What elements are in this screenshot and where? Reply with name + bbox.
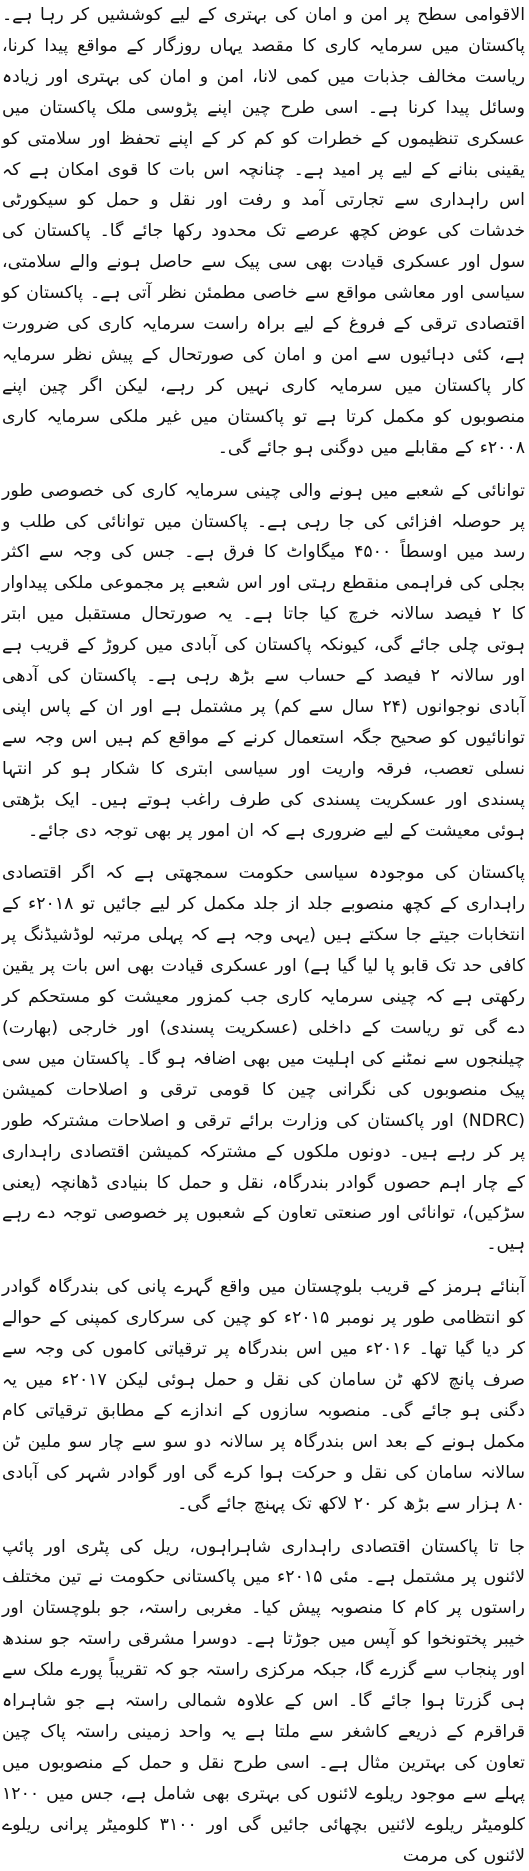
paragraph-energy-sector: توانائی کے شعبے میں ہونے والی چینی سرمایہ کاری کی خصوصی طور پر حوصلہ افزائی کی جا رہی ہے۔ پاکستان میں توانائی کی طلب و رسد میں اوسطاً ۴۵۰۰ میگاواٹ کا فرق ہے۔ جس کی وجہ سے اکثر بجلی کی فراہمی منقطع رہتی اور اس شعبے پر مجموعی ملکی پیداوار کا ۲ فیصد سالانہ خرچ کیا جاتا ہے۔ یہ صورتحال مستقبل میں ابتر ہوتی چلی جائے گی، کیونکہ پاکستان کی آبادی میں کروڑ کے قریب ہے اور سالانہ ۲ فیصد کے حساب سے بڑھ رہی ہے۔ پاکستان کی آدھی آبادی نوجوانوں (۲۴ سال سے کم) پر مشتمل ہے اور ان کے پاس اپنی توانائیوں کو صحیح جگہ استعمال کرنے کے مواقع کم ہیں اس وجہ سے نسلی تعصب، فرقہ واریت اور سیاسی ابتری کا شکار ہو کر انتہا پسندی اور عسکریت پسندی کی طرف راغب ہوتے ہیں۔ ایک بڑھتی ہوئی معیشت کے لیے ضروری ہے کہ ان امور پر بھی توجہ دی جائے۔	[2, 476, 525, 847]
paragraph-divider	[2, 1260, 525, 1272]
paragraph-divider	[2, 846, 525, 858]
paragraph-gwadar-port: آبنائے ہرمز کے قریب بلوچستان میں واقع گہرے پانی کی بندرگاہ گوادر کو انتظامی طور پر نومبر ۲۰۱۵ء کو چین کی سرکاری کمپنی کے حوالے کر دیا گیا تھا۔ ۲۰۱۶ء میں اس بندرگاہ پر ترقیاتی کاموں کی وجہ سے صرف پانچ لاکھ ٹن سامان کی نقل و حمل ہوئی لیکن ۲۰۱۷ء میں یہ دگنی ہو جائے گی۔ منصوبہ سازوں کے اندازے کے مطابق ترقیاتی کام مکمل ہونے کے بعد اس بندرگاہ پر سالانہ دو سو سے چار سو ملین ٹن سالانہ سامان کی نقل و حرکت ہوا کرے گی اور گوادر شہر کی آبادی ۸۰ ہزار سے بڑھ کر ۲۰ لاکھ تک پہنچ جائے گی۔	[2, 1272, 525, 1519]
paragraph-political-government: پاکستان کی موجودہ سیاسی حکومت سمجھتی ہے کہ اگر اقتصادی راہداری کے کچھ منصوبے جلد از جلد مکمل کر لیے جائیں تو ۲۰۱۸ء کے انتخابات جیتے جا سکتے ہیں (یہی وجہ ہے کہ پہلی مرتبہ لوڈشیڈنگ پر کافی حد تک قابو پا لیا گیا ہے) اور عسکری قیادت بھی اس بات پر یقین رکھتی ہے کہ چینی سرمایہ کاری جب کمزور معیشت کو مستحکم کر دے گی تو ریاست کے داخلی (عسکریت پسندی) اور خارجی (بھارت) چیلنجوں سے نمٹنے کی اہلیت میں بھی اضافہ ہو گا۔ پاکستان میں سی پیک منصوبوں کی نگرانی چین کا قومی ترقی و اصلاحات کمیشن (NDRC) اور پاکستان کی وزارت برائے ترقی و اصلاحات مشترکہ طور پر کر رہے ہیں۔ دونوں ملکوں کے مشترکہ کمیشن اقتصادی راہداری کے چار اہم حصوں گوادر بندرگاہ، نقل و حمل کا بنیادی ڈھانچہ (یعنی سڑکیں)، توانائی اور صنعتی تعاون کے شعبوں پر خصوصی توجہ دے رہے ہیں۔	[2, 858, 525, 1260]
urdu-article-page	[2, 0, 525, 1258]
paragraph-divider	[2, 1520, 525, 1532]
paragraph-corridor-routes: جا تا پاکستان اقتصادی راہداری شاہراہوں، ریل کی پٹری اور پائپ لائنوں پر مشتمل ہے۔ مئی ۲۰۱۵ء میں پاکستانی حکومت نے تین مختلف راستوں پر کام کا منصوبہ پیش کیا۔ مغربی راستہ، جو بلوچستان اور خیبر پختونخوا کو آپس میں جوڑتا ہے۔ دوسرا مشرقی راستہ جو سندھ اور پنجاب سے گزرے گا، جبکہ مرکزی راستہ جو کہ تقریباً پورے ملک سے ہی گزرتا ہوا جائے گا۔ اس کے علاوہ شمالی راستہ ہے جو شاہراہ قراقرم کے ذریعے کاشغر سے ملتا ہے یہ واحد زمینی راستہ پاک چین تعاون کی بہترین مثال ہے۔ اسی طرح نقل و حمل کے منصوبوں میں پہلے سے موجود ریلوے لائنوں کی بہتری بھی شامل ہے، جس میں ۱۲۰۰ کلومیٹر ریلوے لائنیں بچھائی جائیں گی اور ۳۱۰۰ کلومیٹر پرانی ریلوے لائنوں کی مرمت	[2, 1532, 525, 1871]
paragraph-security-investment: الاقوامی سطح پر امن و امان کی بہتری کے لیے کوششیں کر رہا ہے۔ پاکستان میں سرمایہ کاری کا مقصد یہاں روزگار کے مواقع پیدا کرنا، ریاست مخالف جذبات میں کمی لانا، امن و امان کی بہتری اور زیادہ وسائل پیدا کرنا ہے۔ اسی طرح چین اپنے پڑوسی ملک پاکستان میں عسکری تنظیموں کے خطرات کو کم کر کے اپنے تحفظ اور سلامتی کو یقینی بنانے کے لیے پر امید ہے۔ چنانچہ اس بات کا قوی امکان ہے کہ اس راہداری سے تجارتی آمد و رفت اور نقل و حمل کو سیکورٹی خدشات کی عوض کچھ عرصے تک محدود رکھا جائے گا۔ پاکستان کی سول اور عسکری قیادت بھی سی پیک سے حاصل ہونے والے سلامتی، سیاسی اور معاشی مواقع سے خاصی مطمئن نظر آتی ہے۔ پاکستان کو اقتصادی ترقی کے فروغ کے لیے براہ راست سرمایہ کاری کی ضرورت ہے، کئی دہائیوں سے امن و امان کی صورتحال کے پیش نظر سرمایہ کار پاکستان میں سرمایہ کاری نہیں کر رہے، لیکن اگر چین اپنے منصوبوں کو مکمل کرتا ہے تو پاکستان میں غیر ملکی سرمایہ کاری ۲۰۰۸ء کے مقابلے میں دوگنی ہو جائے گی۔	[2, 0, 525, 464]
paragraph-divider	[2, 464, 525, 476]
